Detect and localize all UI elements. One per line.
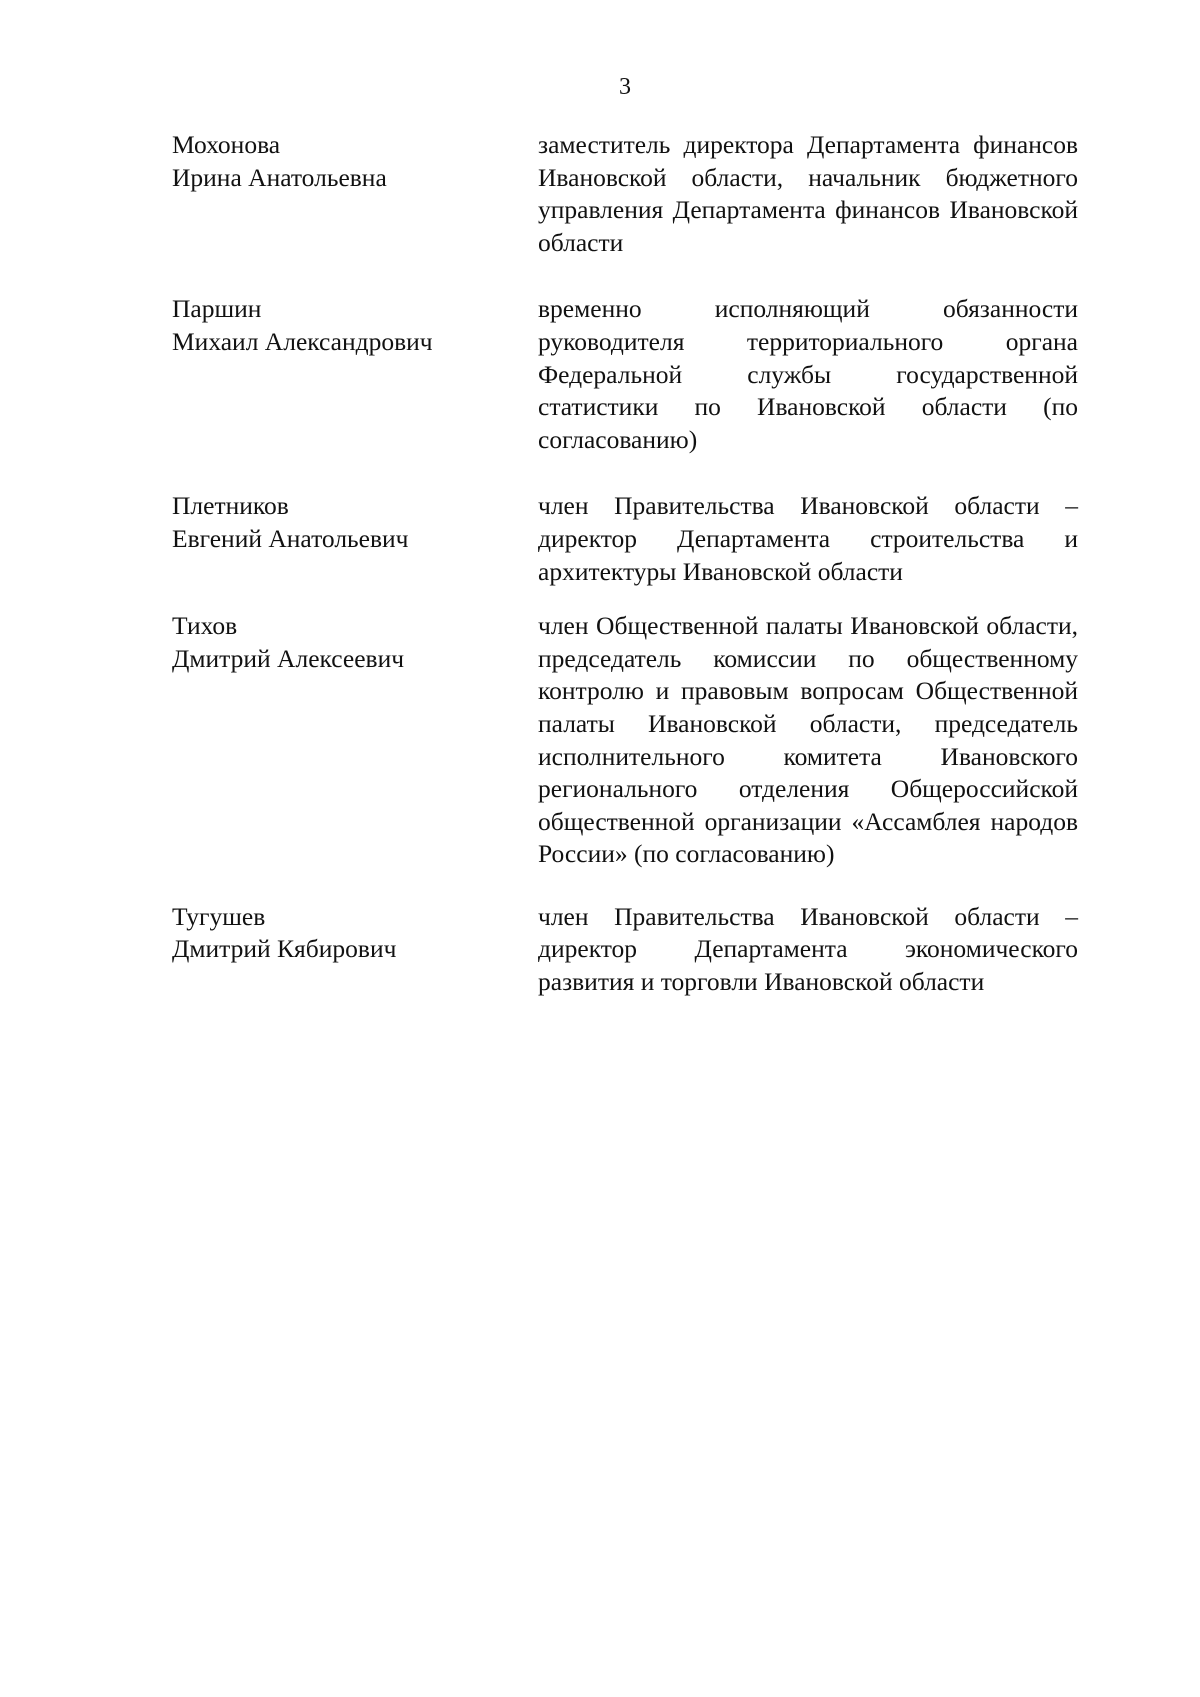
member-entry <box>172 293 1078 456</box>
member-name <box>172 901 538 966</box>
member-position: член Правительства Ивановской области – директор Департамента строительства и архитектуры Ивановской области <box>538 491 1078 586</box>
page-number: 3 <box>619 74 631 100</box>
member-surname: Плетников <box>172 491 289 521</box>
member-given-names: Евгений Анатольевич <box>172 523 409 553</box>
member-position: член Правительства Ивановской области – директор Департамента экономического развития и торговли Ивановской области <box>538 901 1078 997</box>
member-position: временно исполняющий обязанности руководителя территориального органа Федеральной службы государственной статистики по Ивановской области (по согласованию) <box>538 294 1078 454</box>
member-surname: Мохонова <box>172 130 281 159</box>
member-name <box>172 490 538 555</box>
member-entry <box>172 901 1078 999</box>
member-name <box>172 293 538 358</box>
member-position: член Общественной палаты Ивановской области, председатель комиссии по общественному контролю и правовым вопросам Общественной палаты Ивановской области, председатель исполнительного комитета Ивановского регионального отделения Общероссийской общественной организации «Ассамблея народов России» (по согласованию) <box>538 611 1078 869</box>
member-name <box>172 129 538 194</box>
member-surname: Паршин <box>172 294 262 324</box>
member-given-names: Михаил Александрович <box>172 326 433 356</box>
member-name <box>172 610 538 675</box>
member-surname: Тугушев <box>172 901 266 931</box>
member-entry <box>172 129 1078 259</box>
member-surname: Тихов <box>172 611 238 641</box>
member-given-names: Дмитрий Алексеевич <box>172 643 405 673</box>
member-given-names: Ирина Анатольевна <box>172 162 387 192</box>
member-entry <box>172 610 1078 871</box>
member-position: заместитель директора Департамента финансов Ивановской области, начальник бюджетного управления Департамента финансов Ивановской области <box>538 130 1078 257</box>
member-entry <box>172 490 1078 588</box>
member-list <box>172 129 1078 999</box>
member-given-names: Дмитрий Кябирович <box>172 934 397 964</box>
